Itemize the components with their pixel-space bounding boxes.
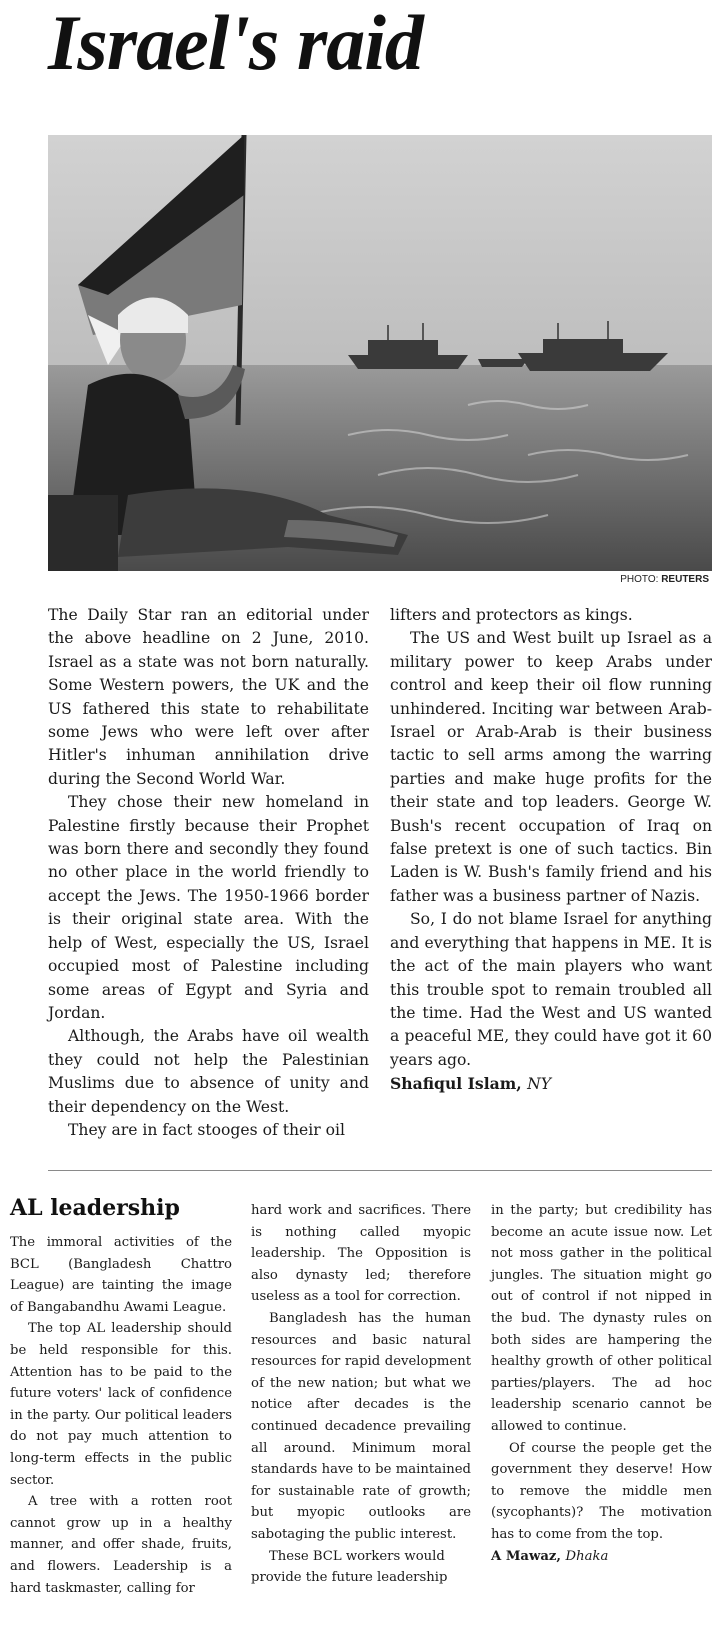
photo-illustration xyxy=(48,135,712,571)
letter-signature: A Mawaz, Dhaka xyxy=(491,1548,609,1564)
letter-paragraph: They chose their new homeland in Palestine firstly because their Prophet was born there and secondly they found no other place in the world friendly to accept the Jews. The 1950-1966 border is their original state area. With the help of West, especially the US, Israel occupied most of Palestine including some areas of Egypt and Syria and Jordan. xyxy=(48,793,369,1022)
letter-paragraph: The top AL leadership should be held responsible for this. Attention has to be paid to the future voters' lack of confidence in the party. Our political leaders do not pay much attention to long-term effects in the public sector. xyxy=(10,1321,232,1488)
letter2-column-1 xyxy=(10,1232,232,1599)
letter-paragraph: These BCL workers would provide the future leadership xyxy=(251,1548,448,1586)
letter-column-right xyxy=(390,604,712,1097)
photo-credit: PHOTO: REUTERS xyxy=(620,574,709,585)
letter-paragraph: Although, the Arabs have oil wealth they could not help the Palestinian Muslims due to absence of unity and their dependency on the West. xyxy=(48,1027,369,1116)
letter2-column-3 xyxy=(491,1200,712,1567)
letter-paragraph: lifters and protectors as kings. xyxy=(390,606,633,624)
letter-column-left xyxy=(48,604,369,1142)
headline: Israel's raid xyxy=(48,0,423,86)
letter2-column-2 xyxy=(251,1200,471,1589)
letter-signature: Shafiqul Islam, NY xyxy=(390,1074,552,1094)
letter-paragraph: in the party; but credibility has become an acute issue now. Let not moss gather in the political jungles. The situation might go out of control if not nipped in the bud. The dynasty rules on both sides are hampering the healthy growth of other political parties/players. The ad hoc leadership scenario cannot be allowed to continue. xyxy=(491,1203,712,1434)
letter-paragraph: They are in fact stooges of their oil xyxy=(68,1120,346,1139)
letter-paragraph: The immoral activities of the BCL (Bangladesh Chattro League) are tainting the image of Bangabandhu Awami League. xyxy=(10,1235,232,1315)
letter-paragraph: The Daily Star ran an editorial under the above headline on 2 June, 2010. Israel as a state was not born naturally. Some Western powers, the UK and the US fathered this state to rehabilitate some Jews who were left over after Hitler's inhuman annihilation drive during the Second World War. xyxy=(48,606,369,788)
letter-paragraph: So, I do not blame Israel for anything and everything that happens in ME. It is the act of the main players who want this trouble spot to remain troubled all the time. Had the West and US wanted a peaceful ME, they could have got it 60 years ago. xyxy=(390,910,712,1069)
letter-paragraph: The US and West built up Israel as a military power to keep Arabs under control and keep their oil flow running unhindered. Inciting war between Arab-Israel or Arab-Arab is their business tactic to sell arms among the warring parties and make huge profits for the their state and top leaders. George W. Bush's recent occupation of Iraq on false pretext is one of such tactics. Bin Laden is W. Bush's family friend and his father was a business partner of Nazis. xyxy=(390,629,712,905)
letter-paragraph: Of course the people get the government they deserve! How to remove the middle men (sycophants)? The motivation has to come from the top. xyxy=(491,1440,712,1542)
letter-paragraph: A tree with a rotten root cannot grow up in a healthy manner, and offer shade, fruits, and flowers. Leadership is a hard taskmaster, calling for xyxy=(10,1494,232,1596)
letter-paragraph: hard work and sacrifices. There is nothing called myopic leadership. The Opposition is also dynasty led; therefore useless as a tool for correction. xyxy=(251,1203,471,1305)
news-photo xyxy=(48,135,712,571)
section-divider xyxy=(48,1170,712,1171)
letter-paragraph: Bangladesh has the human resources and basic natural resources for rapid development of the new nation; but what we notice after decades is the continued decadence prevailing all around. Minimum moral standards have to be maintained for sustainable rate of growth; but myopic outlooks are sabotaging the public interest. xyxy=(251,1310,471,1542)
letter-title: AL leadership xyxy=(10,1195,180,1221)
